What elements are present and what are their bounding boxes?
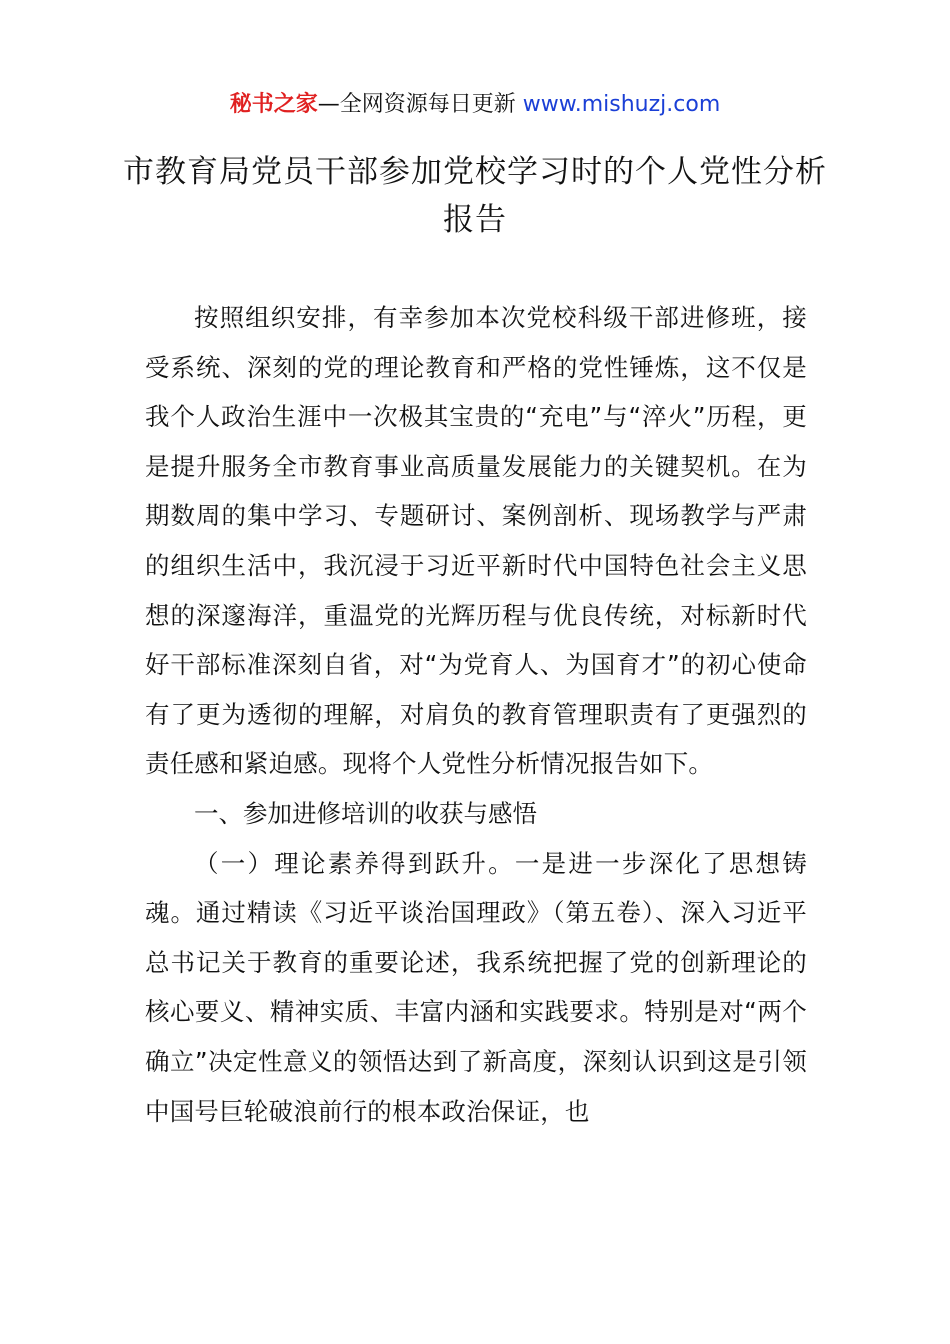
brand-name: 秘书之家 xyxy=(229,92,318,117)
body-paragraph: （一）理论素养得到跃升。一是进一步深化了思想铸魂。通过精读《习近平谈治国理政》（第五卷）、深入习近平总书记关于教育的重要论述，我系统把握了党的创新理论的核心要义、精神实质、丰富内涵和实践要求。特别是对“两个确立”决定性意义的领悟达到了新高度，深刻认识到这是引领中国号巨轮破浪前行的根本政治保证，也 xyxy=(145,848,807,1126)
document-title: 市教育局党员干部参加党校学习时的个人党性分析报告 xyxy=(123,154,827,238)
intro-paragraph: 按照组织安排，有幸参加本次党校科级干部进修班，接受系统、深刻的党的理论教育和严格的党性锤炼，这不仅是我个人政治生涯中一次极其宝贵的“充电”与“淬火”历程，更是提升服务全市教育事业高质量发展能力的关键契机。在为期数周的集中学习、专题研讨、案例剖析、现场教学与严肃的组织生活中，我沉浸于习近平新时代中国特色社会主义思想的深邃海洋，重温党的光辉历程与优良传统，对标新时代好干部标准深刻自省，对“为党育人、为国育才”的初心使命有了更为透彻的理解，对肩负的教育管理职责有了更强烈的责任感和紧迫感。现将个人党性分析情况报告如下。 xyxy=(145,303,807,779)
section-heading: 一、参加进修培训的收获与感悟 xyxy=(194,798,537,828)
site-url-link[interactable]: www.mishuzj.com xyxy=(522,92,721,117)
document-body xyxy=(145,293,807,1136)
site-header xyxy=(0,90,950,120)
header-tagline: —全网资源每日更新 xyxy=(317,92,523,117)
